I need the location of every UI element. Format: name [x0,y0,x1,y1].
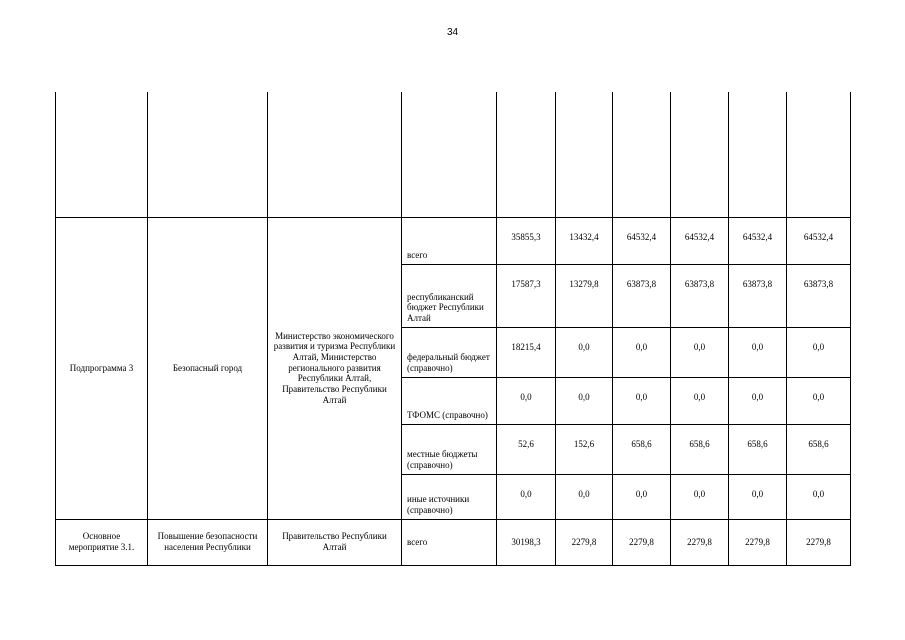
value-cell: 658,6 [787,424,851,474]
funding-source: ТФОМС (справочно) [402,377,497,424]
value-cell: 63873,8 [787,264,851,327]
empty-cell [729,92,787,217]
subprogram-name: Безопасный город [148,217,268,519]
measure-code: Основное мероприятие 3.1. [56,519,148,565]
value-cell: 63873,8 [671,264,729,327]
continuation-row [56,92,851,217]
value-cell: 658,6 [671,424,729,474]
value-cell: 13279,8 [556,264,613,327]
value-cell: 0,0 [671,377,729,424]
funding-source: федеральный бюджет (справочно) [402,327,497,377]
table-row [56,217,851,264]
value-cell: 0,0 [729,327,787,377]
subprogram-code: Подпрограмма 3 [56,217,148,519]
value-cell: 2279,8 [613,519,671,565]
value-cell: 0,0 [497,474,556,519]
funding-source: всего [402,519,497,565]
value-cell: 2279,8 [787,519,851,565]
value-cell: 0,0 [556,377,613,424]
empty-cell [556,92,613,217]
subprogram-executors: Министерство экономического развития и туризма Республики Алтай, Министерство регионального развития Республики Алтай, Правительство Республики Алтай [268,217,402,519]
value-cell: 18215,4 [497,327,556,377]
empty-cell [671,92,729,217]
value-cell: 2279,8 [671,519,729,565]
value-cell: 0,0 [729,377,787,424]
value-cell: 0,0 [787,474,851,519]
value-cell: 0,0 [613,327,671,377]
value-cell: 0,0 [497,377,556,424]
value-cell: 0,0 [556,327,613,377]
value-cell: 30198,3 [497,519,556,565]
value-cell: 0,0 [613,377,671,424]
value-cell: 2279,8 [556,519,613,565]
value-cell: 0,0 [787,327,851,377]
value-cell: 0,0 [729,474,787,519]
funding-table [55,92,851,566]
value-cell: 152,6 [556,424,613,474]
table-row [56,519,851,565]
empty-cell [613,92,671,217]
value-cell: 64532,4 [671,217,729,264]
value-cell: 64532,4 [787,217,851,264]
value-cell: 17587,3 [497,264,556,327]
empty-cell [497,92,556,217]
value-cell: 0,0 [613,474,671,519]
funding-source: местные бюджеты (справочно) [402,424,497,474]
value-cell: 64532,4 [729,217,787,264]
funding-source: всего [402,217,497,264]
value-cell: 2279,8 [729,519,787,565]
empty-cell [402,92,497,217]
empty-cell [56,92,148,217]
funding-source: республиканский бюджет Республики Алтай [402,264,497,327]
value-cell: 63873,8 [613,264,671,327]
value-cell: 0,0 [671,474,729,519]
empty-cell [787,92,851,217]
value-cell: 658,6 [729,424,787,474]
value-cell: 0,0 [671,327,729,377]
value-cell: 0,0 [787,377,851,424]
value-cell: 0,0 [556,474,613,519]
value-cell: 658,6 [613,424,671,474]
value-cell: 35855,3 [497,217,556,264]
value-cell: 52,6 [497,424,556,474]
measure-executors: Правительство Республики Алтай [268,519,402,565]
empty-cell [148,92,268,217]
value-cell: 13432,4 [556,217,613,264]
value-cell: 64532,4 [613,217,671,264]
value-cell: 63873,8 [729,264,787,327]
measure-name: Повышение безопасности населения Республики [148,519,268,565]
empty-cell [268,92,402,217]
funding-source: иные источники (справочно) [402,474,497,519]
page-number: 34 [446,27,459,38]
